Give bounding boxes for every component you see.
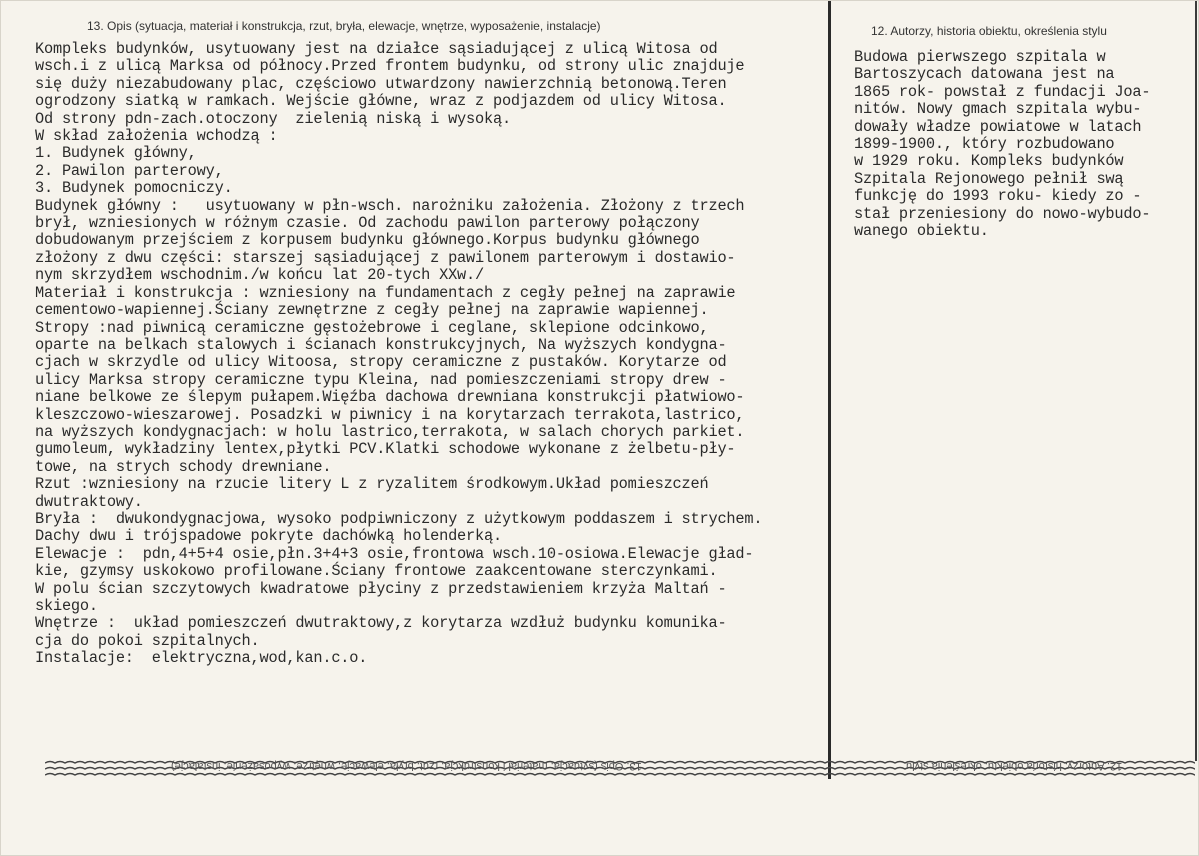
description-line: W skład założenia wchodzą :: [35, 127, 278, 146]
history-line: nitów. Nowy gmach szpitala wybu-: [854, 100, 1142, 119]
description-line: dobudowanym przejściem z korpusem budynku głównego.Korpus budynku głównego: [35, 231, 700, 250]
description-line: towe, na strych schody drewniane.: [35, 457, 332, 476]
description-line: ulicy Marksa stropy ceramiczne typu Kleina, nad pomieszczeniami stropy drew -: [35, 370, 727, 389]
column-divider: [828, 1, 831, 779]
description-line: skiego.: [35, 597, 98, 615]
description-line: Materiał i konstrukcja : wzniesiony na fundamentach z cegły pełnej na zaprawie: [35, 283, 736, 302]
description-line: cementowo-wapiennej.Ściany zewnętrzne z cegły pełnej na zaprawie wapiennej.: [35, 301, 709, 320]
description-line: niane belkowe ze ślepym pułapem.Więźba dachowa drewniana konstrukcji płatwiowo-: [35, 388, 745, 407]
history-line: Budowa pierwszego szpitala w: [854, 48, 1106, 66]
description-line: brył, wzniesionych w różnym czasie. Od zachodu pawilon parterowy połączony: [35, 214, 700, 233]
description-line: ogrodzony siatką w ramkach. Wejście główne, wraz z podjazdem od ulicy Witosa.: [35, 92, 727, 111]
description-line: się duży niezabudowany plac, częściowo utwardzony nawierzchnią betonową.Teren: [35, 74, 727, 93]
right-edge-rule: [1195, 1, 1197, 761]
description-line: na wyższych kondygnacjach: w holu lastrico,terrakota, w salach chorych parkiet.: [35, 422, 745, 441]
description-line: W polu ścian szczytowych kwadratowe płyciny z przedstawieniem krzyża Maltań -: [35, 579, 727, 598]
history-line: Bartoszycach datowana jest na: [854, 65, 1115, 84]
description-line: Kompleks budynków, usytuowany jest na działce sąsiadującej z ulicą Witosa od: [35, 40, 718, 58]
history-line: dowały władze powiatowe w latach: [854, 117, 1142, 136]
description-line: Wnętrze : układ pomieszczeń dwutraktowy,z korytarza wzdłuż budynku komunika-: [35, 614, 727, 633]
description-line: kleszczowo-wieszarowej. Posadzki w piwnicy i na korytarzach terrakota,lastrico,: [35, 405, 745, 424]
description-line: Bryła : dwukondygnacjowa, wysoko podpiwniczony z użytkowym poddaszem i strychem.: [35, 509, 763, 528]
description-line: Stropy :nad piwnicą ceramiczne gęstożebrowe i ceglane, sklepione odcinkowo,: [35, 318, 709, 337]
description-line: Instalacje: elektryczna,wod,kan.c.o.: [35, 649, 368, 668]
description-line: nym skrzydłem wschodnim./w końcu lat 20-tych XXw./: [35, 266, 484, 285]
description-line: Rzut :wzniesiony na rzucie litery L z ryzalitem środkowym.Układ pomieszczeń: [35, 475, 709, 494]
history-line: w 1929 roku. Kompleks budynków: [854, 152, 1124, 171]
footer-mirrored-label-12: 12. Autorzy, historia obiektu, określenia stylu: [906, 760, 1123, 772]
history-text: [854, 49, 1150, 240]
description-line: Od strony pdn-zach.otoczony zielenią niską i wysoką.: [35, 109, 511, 128]
footer-mirrored-label-13: 13. Opis (sytuacja, materiał i konstrukcja, rzut, bryła, elewacje, wnętrze, wyposażenie, instalacje): [171, 760, 642, 772]
description-text: [35, 41, 762, 668]
description-line: cjach w skrzydle od ulicy Witoosa, stropy ceramiczne z pustaków. Korytarze od: [35, 353, 727, 372]
description-line: Dachy dwu i trójspadowe pokryte dachówką holenderką.: [35, 527, 502, 546]
history-line: Szpitala Rejonowego pełnił swą: [854, 169, 1124, 188]
description-line: kie, gzymsy uskokowo profilowane.Ściany frontowe zaakcentowane sterczynkami.: [35, 562, 718, 581]
description-line: dwutraktowy.: [35, 492, 143, 511]
description-line: 3. Budynek pomocniczy.: [35, 179, 233, 198]
description-line: oparte na belkach stalowych i ścianach konstrukcyjnych, Na wyższych kondygna-: [35, 335, 727, 354]
description-line: 1. Budynek główny,: [35, 144, 197, 163]
history-line: 1865 rok- powstał z fundacji Joa-: [854, 82, 1151, 101]
history-line: stał przeniesiony do nowo-wybudo-: [854, 204, 1151, 223]
description-line: Budynek główny : usytuowany w płn-wsch. narożniku założenia. Złożony z trzech: [35, 196, 745, 215]
description-line: 2. Pawilon parterowy,: [35, 161, 224, 180]
section-13-header: 13. Opis (sytuacja, materiał i konstrukcja, rzut, bryła, elewacje, wnętrze, wyposażenie, instalacje): [87, 19, 601, 33]
description-line: Elewacje : pdn,4+5+4 osie,płn.3+4+3 osie,frontowa wsch.10-osiowa.Elewacje gład-: [35, 544, 754, 563]
description-line: złożony z dwu części: starszej sąsiadującej z pawilonem parterowym i dostawio-: [35, 248, 736, 267]
history-line: 1899-1900., który rozbudowano: [854, 135, 1115, 154]
history-line: funkcję do 1993 roku- kiedy zo -: [854, 187, 1142, 206]
description-line: wsch.i z ulicą Marksa od północy.Przed frontem budynku, od strony ulic znajduje: [35, 57, 745, 76]
history-line: wanego obiektu.: [854, 222, 989, 241]
description-line: cja do pokoi szpitalnych.: [35, 631, 260, 650]
section-12-header: 12. Autorzy, historia obiektu, określenia stylu: [871, 24, 1107, 38]
description-line: gumoleum, wykładziny lentex,płytki PCV.Klatki schodowe wykonane z żelbetu-pły-: [35, 440, 736, 459]
